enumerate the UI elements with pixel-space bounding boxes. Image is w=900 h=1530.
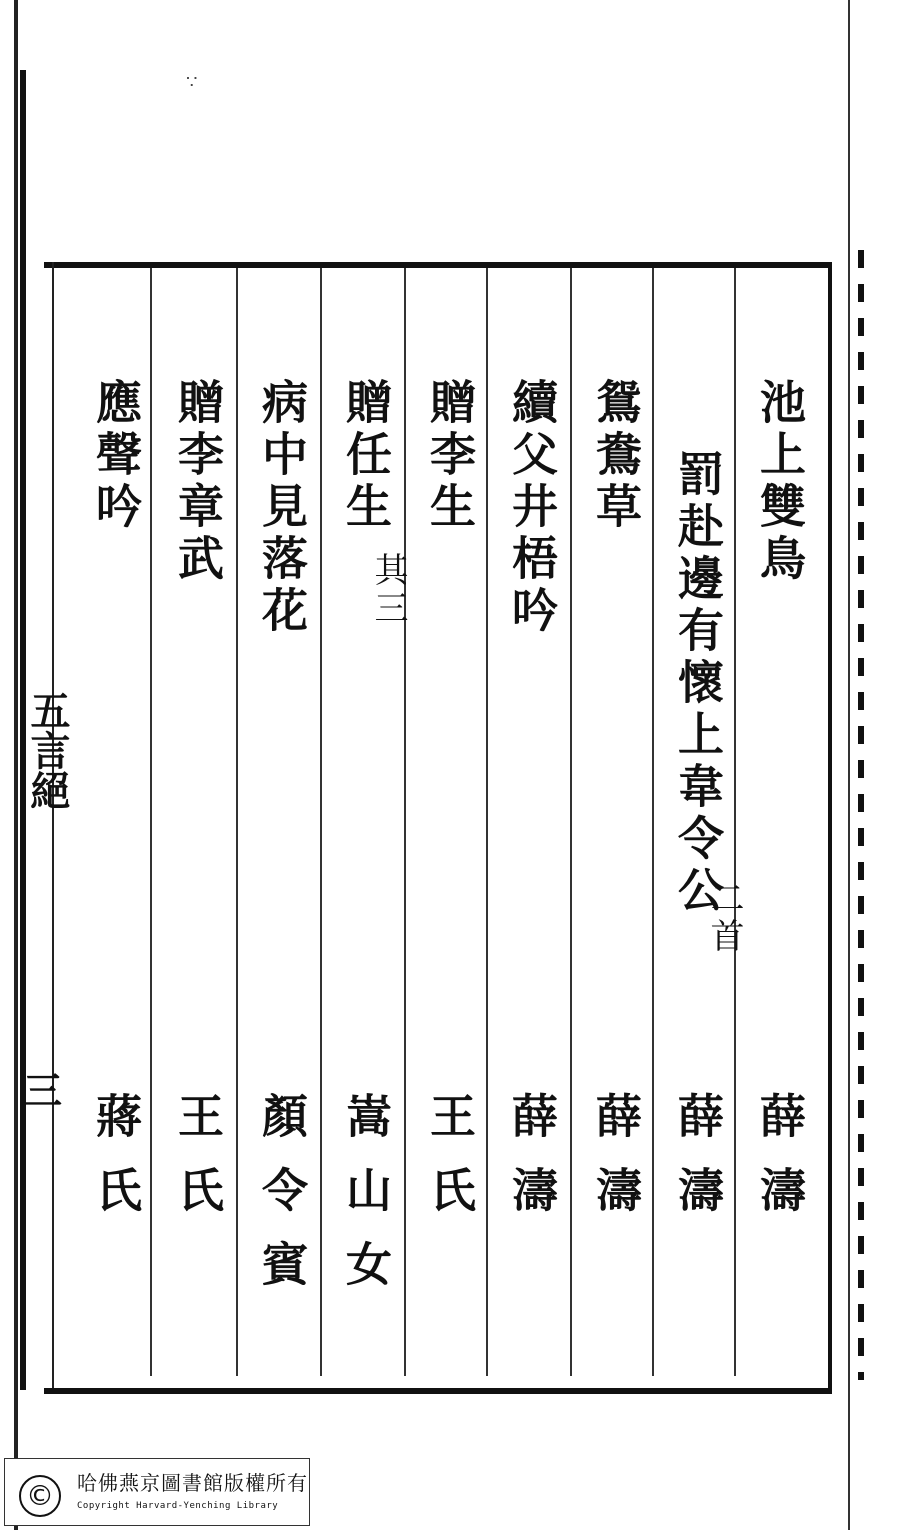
poem-author: 嵩山女 xyxy=(339,1092,393,1314)
poem-author: 蔣氏 xyxy=(89,1092,143,1240)
poem-title: 贈李生 xyxy=(423,378,477,534)
poem-title: 鴛鴦草 xyxy=(589,378,643,534)
poem-author: 薛濤 xyxy=(505,1092,559,1240)
copyright-icon: © xyxy=(19,1475,61,1517)
poem-author: 薛濤 xyxy=(671,1092,725,1240)
poem-author: 王氏 xyxy=(423,1092,477,1240)
poem-author: 顏令賓 xyxy=(255,1092,309,1314)
page-edge-left xyxy=(14,0,18,1530)
poem-note: 二首 xyxy=(704,880,744,956)
column-rule xyxy=(236,268,238,1376)
poem-title: 續父井梧吟 xyxy=(505,378,559,638)
copyright-text-english: Copyright Harvard-Yenching Library xyxy=(77,1501,279,1511)
poem-title: 罰赴邊有懷上韋令公 xyxy=(671,450,725,918)
column-rule xyxy=(320,268,322,1376)
copyright-stamp xyxy=(4,1458,310,1526)
copyright-text-chinese: 哈佛燕京圖書館版權所有 xyxy=(77,1471,308,1495)
poem-author: 王氏 xyxy=(171,1092,225,1240)
poem-title: 病中見落花 xyxy=(255,378,309,638)
column-rule xyxy=(150,268,152,1376)
column-rule xyxy=(404,268,406,1376)
poem-author: 薛濤 xyxy=(753,1092,807,1240)
poem-title: 贈李章武 xyxy=(171,378,225,586)
poem-note: 其三 xyxy=(368,552,408,628)
column-rule xyxy=(570,268,572,1376)
poem-title: 池上雙鳥 xyxy=(753,378,807,586)
poem-title: 應聲吟 xyxy=(89,378,143,534)
poem-title: 贈任生 xyxy=(339,378,393,534)
column-rule xyxy=(652,268,654,1376)
column-rule xyxy=(486,268,488,1376)
poem-author: 薛濤 xyxy=(589,1092,643,1240)
spine-folio-number: 三 xyxy=(24,1068,63,1113)
page-edge-right xyxy=(848,0,850,1530)
spine-section-label: 五言絕 xyxy=(24,690,71,810)
stray-ink-mark: ∵ xyxy=(186,72,198,93)
next-page-bleed xyxy=(858,250,864,1380)
spine-rule xyxy=(52,262,54,1388)
column-rule xyxy=(734,268,736,1376)
